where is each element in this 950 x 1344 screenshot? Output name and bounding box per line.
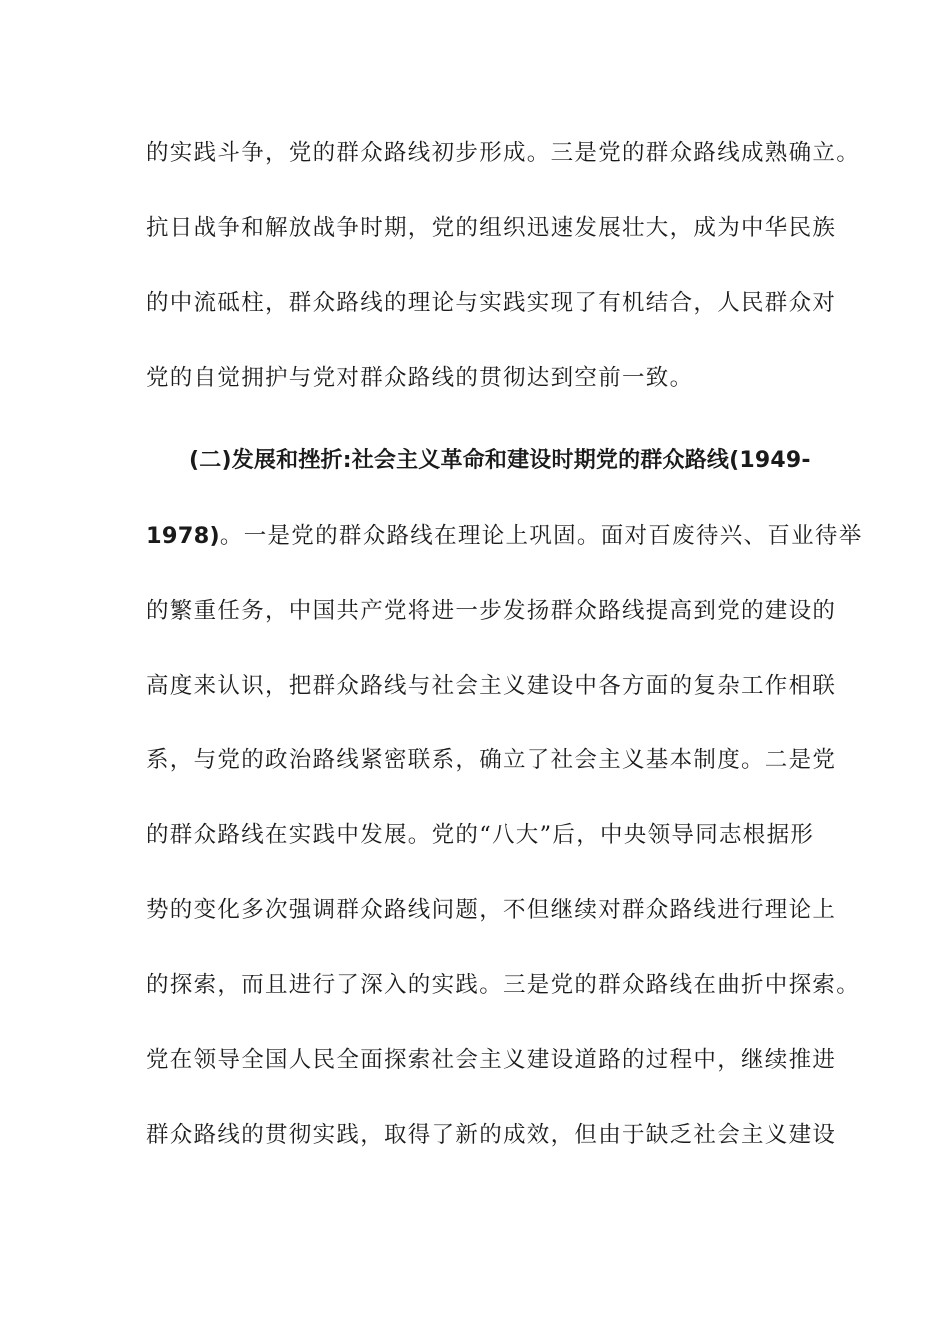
body-line: 抗日战争和解放战争时期，党的组织迅速发展壮大，成为中华民族: [146, 215, 837, 241]
heading-continuation: 1978): [146, 523, 220, 549]
body-line: [146, 516, 863, 556]
body-line: 的探索，而且进行了深入的实践。三是党的群众路线在曲折中探索。: [146, 972, 861, 998]
body-line: 势的变化多次强调群众路线问题，不但继续对群众路线进行理论上: [146, 897, 837, 923]
body-line: 的群众路线在实践中发展。党的“八大”后，中央领导同志根据形: [146, 822, 815, 848]
body-line: 的繁重任务，中国共产党将进一步发扬群众路线提高到党的建设的: [146, 598, 837, 624]
body-line: 高度来认识，把群众路线与社会主义建设中各方面的复杂工作相联: [146, 673, 837, 699]
body-text: 。一是党的群众路线在理论上巩固。面对百废待兴、百业待举: [219, 523, 863, 549]
body-line: 的实践斗争，党的群众路线初步形成。三是党的群众路线成熟确立。: [146, 140, 861, 166]
body-line: 的中流砥柱，群众路线的理论与实践实现了有机结合，人民群众对: [146, 290, 837, 316]
body-line: 群众路线的贯彻实践，取得了新的成效，但由于缺乏社会主义建设: [146, 1122, 837, 1148]
body-line: 党的自觉拥护与党对群众路线的贯彻达到空前一致。: [146, 365, 694, 391]
body-line: 党在领导全国人民全面探索社会主义建设道路的过程中，继续推进: [146, 1047, 837, 1073]
body-line: 系，与党的政治路线紧密联系，确立了社会主义基本制度。二是党: [146, 747, 837, 773]
section-heading: (二)发展和挫折:社会主义革命和建设时期党的群众路线(1949-: [189, 448, 811, 473]
